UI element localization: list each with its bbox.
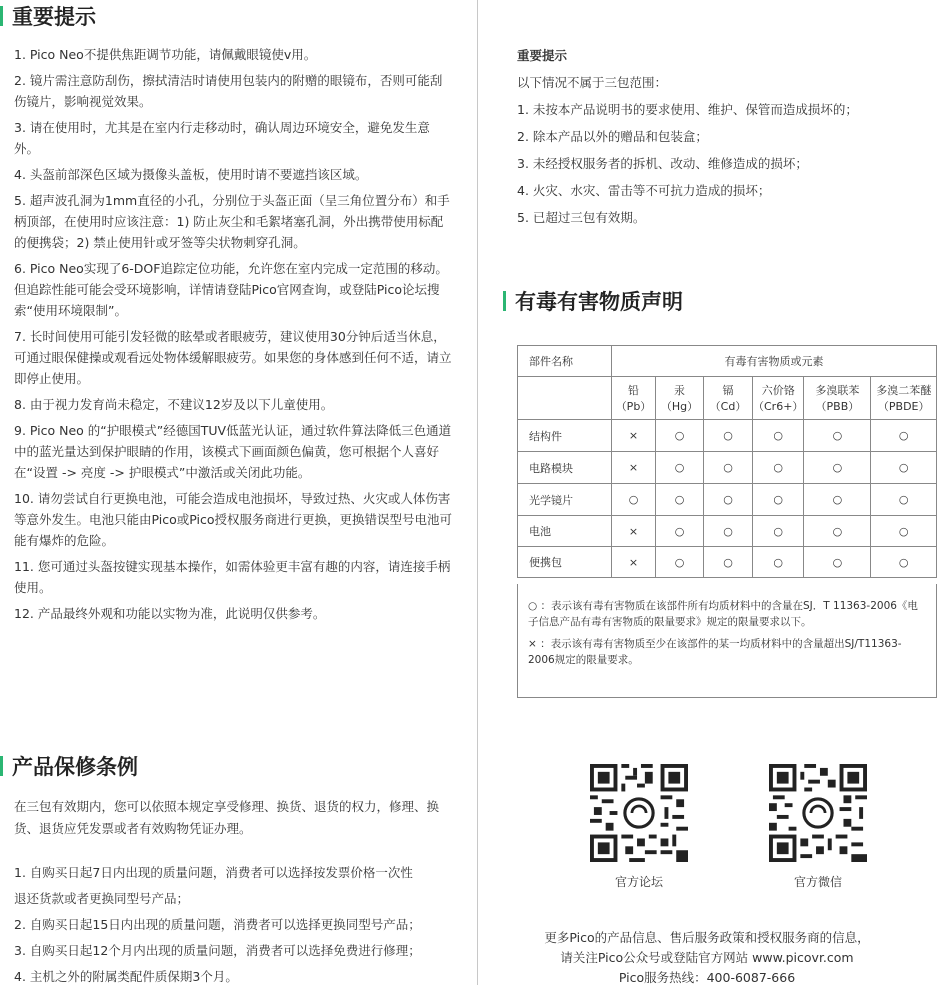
table-row: 光学镜片 ○ ○ ○ ○ ○ ○ — [518, 484, 937, 516]
warranty-list — [14, 860, 454, 990]
list-item: 5. 已超过三包有效期。 — [517, 210, 646, 225]
hazard-notes — [517, 584, 937, 698]
table-col-header: 多溴联苯 （PBB） — [804, 377, 871, 420]
exclusion-lead: 以下情况不属于三包范围： — [517, 75, 668, 90]
note-cross: × ：表示该有毒有害物质至少在该部件的某一均质材料中的含量超出SJ/T11363-2006规定的限量要求。 — [528, 638, 902, 666]
hazard-table — [517, 345, 937, 578]
list-item: 10. 请勿尝试自行更换电池，可能会造成电池损坏，导致过热、火灾或人体伤害等意外发生。电池只能由Pico或Pico授权服务商进行更换，更换错误型号电池可能有爆炸的危险。 — [14, 491, 453, 548]
footer-line: 更多Pico的产品信息、售后服务政策和授权服务商的信息， — [544, 930, 870, 945]
exclusion-heading: 重要提示 — [517, 48, 568, 63]
list-item: 3. 自购买日起12个月内出现的质量问题，消费者可以选择免费进行修理； — [14, 943, 421, 958]
warranty-title: 产品保修条例 — [0, 751, 138, 781]
table-subheader-row — [518, 377, 937, 420]
notice-title: 重要提示 — [0, 1, 96, 31]
title-accent-bar — [503, 291, 506, 311]
table-col-header: 汞 （Hg） — [656, 377, 704, 420]
list-item: 12. 产品最终外观和功能以实物为准，此说明仅供参考。 — [14, 606, 326, 621]
list-item: 9. Pico Neo 的“护眼模式”经德国TUV低蓝光认证，通过软件算法降低三色通道中的蓝光量达到保护眼睛的作用，该模式下画面颜色偏黄，您可根据个人喜好在“设置 -> 亮度 -> 护眼模式”中激活或关闭此功能。 — [14, 423, 452, 480]
warranty-intro: 在三包有效期内，您可以依照本规定享受修理、换货、退货的权力，修理、换货、退货应凭发票或者有效购物凭证办理。 — [14, 799, 440, 836]
table-col-header: 六价铬 （Cr6+） — [753, 377, 804, 420]
table-col-header: 镉 （Cd） — [704, 377, 753, 420]
title-accent-bar — [0, 6, 3, 26]
list-item: 4. 头盔前部深色区域为摄像头盖板，使用时请不要遮挡该区域。 — [14, 167, 368, 182]
qr-wechat-icon — [769, 764, 867, 862]
qr-forum-icon — [590, 764, 688, 862]
list-item: 2. 自购买日起15日内出现的质量问题，消费者可以选择更换同型号产品； — [14, 917, 421, 932]
note-circle: ○ ：表示该有毒有害物质在该部件所有均质材料中的含量在SJ．T 11363-2006《电子信息产品有毒有害物质的限量要求》规定的限量要求以下。 — [528, 600, 918, 628]
qr-forum-label: 官方论坛 — [614, 875, 663, 889]
list-item: 2. 镜片需注意防刮伤，擦拭清洁时请使用包装内的附赠的眼镜布，否则可能刮伤镜片，影响视觉效果。 — [14, 73, 443, 109]
qr-wechat-label: 官方微信 — [793, 875, 842, 889]
table-row: 便携包 × ○ ○ ○ ○ ○ — [518, 547, 937, 578]
list-item: 3. 请在使用时，尤其是在室内行走移动时，确认周边环境安全，避免发生意外。 — [14, 120, 430, 156]
notice-list — [14, 44, 454, 629]
list-item: 退还货款或者更换同型号产品； — [14, 891, 190, 906]
table-header-part: 部件名称 — [518, 346, 612, 377]
title-accent-bar — [0, 756, 3, 776]
table-col-header: 多溴二苯醚 （PBDE） — [871, 377, 937, 420]
list-item: 1. 未按本产品说明书的要求使用、维护、保管而造成损坏的； — [517, 102, 858, 117]
list-item: 1. Pico Neo不提供焦距调节功能，请佩戴眼镜使v用。 — [14, 47, 317, 62]
footer-line: 请关注Pico公众号或登陆官方网站 www.picovr.com — [560, 950, 854, 965]
list-item: 7. 长时间使用可能引发轻微的眩晕或者眼疲劳，建议使用30分钟后适当休息，可通过眼保健操或观看远处物体缓解眼疲劳。如果您的身体感到任何不适，请立即停止使用。 — [14, 329, 452, 386]
list-item: 6. Pico Neo实现了6-DOF追踪定位功能，允许您在室内完成一定范围的移动。但追踪性能可能会受环境影响，详情请登陆Pico官网查询，或登陆Pico论坛搜索“使用环境限制”。 — [14, 261, 448, 318]
table-header-group: 有毒有害物质或元素 — [612, 346, 937, 377]
list-item: 3. 未经授权服务者的拆机、改动、维修造成的损坏； — [517, 156, 808, 171]
footer-info — [477, 928, 937, 988]
list-item: 1. 自购买日起7日内出现的质量问题，消费者可以选择按发票价格一次性 — [14, 865, 413, 880]
list-item: 2. 除本产品以外的赠品和包装盒； — [517, 129, 708, 144]
footer-line: Pico服务热线：400-6087-666 — [618, 970, 796, 985]
page-divider — [477, 0, 478, 985]
exclusion-block — [517, 42, 927, 231]
list-item: 11. 您可通过头盔按键实现基本操作，如需体验更丰富有趣的内容，请连接手柄使用。 — [14, 559, 451, 595]
list-item: 4. 主机之外的附属类配件质保期3个月。 — [14, 969, 238, 984]
table-row: 结构件 × ○ ○ ○ ○ ○ — [518, 420, 937, 452]
table-row: 电路模块 × ○ ○ ○ ○ ○ — [518, 452, 937, 484]
list-item: 4. 火灾、水灾、雷击等不可抗力造成的损坏； — [517, 183, 771, 198]
table-col-header: 铅 （Pb） — [612, 377, 656, 420]
list-item: 8. 由于视力发育尚未稳定，不建议12岁及以下儿童使用。 — [14, 397, 334, 412]
hazard-title: 有毒有害物质声明 — [503, 286, 683, 316]
table-row: 电池 × ○ ○ ○ ○ ○ — [518, 516, 937, 547]
list-item: 5. 超声波孔洞为1mm直径的小孔，分别位于头盔正面（呈三角位置分布）和手柄顶部，在使用时应该注意：1) 防止灰尘和毛絮堵塞孔洞，外出携带使用标配的便携袋；2) 禁止使用针或牙签等尖状物刺穿孔洞。 — [14, 193, 450, 250]
